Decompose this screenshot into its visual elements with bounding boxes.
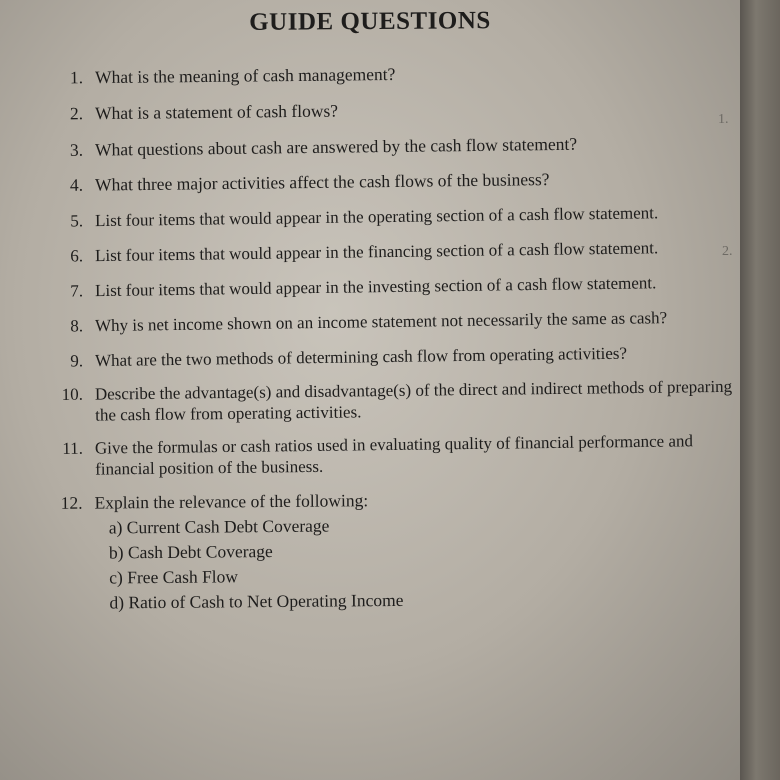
question-text: List four items that would appear in the investing section of a cash flow statement. (94, 273, 657, 301)
question-item (45, 60, 735, 88)
question-item (45, 306, 735, 337)
question-number: 5. (70, 211, 84, 231)
question-number: 1. (69, 67, 84, 88)
question-item (45, 271, 735, 302)
question-list (45, 64, 735, 613)
question-number: 11. (62, 438, 84, 459)
question-number: 2. (69, 103, 84, 124)
question-item (45, 132, 735, 161)
question-number: 9. (70, 351, 84, 371)
page-title: GUIDE QUESTIONS (249, 7, 491, 36)
question-text: Explain the relevance of the following: (94, 490, 369, 513)
question-number: 3. (69, 139, 84, 160)
question-text: Give the formulas or cash ratios used in evaluating quality of financial performance and financial position of the business. (94, 431, 694, 479)
question-text: What questions about cash are answered by the cash flow statement? (94, 133, 578, 160)
subitem: d) Ratio of Cash to Net Operating Income (109, 589, 404, 613)
question-number: 8. (70, 316, 84, 336)
question-number: 6. (70, 246, 84, 266)
subitem: c) Free Cash Flow (109, 566, 239, 588)
question-text: List four items that would appear in the financing section of a cash flow statement. (94, 238, 659, 266)
adjacent-page-edge (740, 0, 780, 780)
question-item (45, 236, 735, 267)
question-text: Describe the advantage(s) and disadvantage(s) of the direct and indirect methods of preparing the cash flow from operating activities. (94, 376, 733, 425)
question-number: 10. (61, 384, 84, 405)
question-block (94, 487, 735, 616)
margin-mark: 2. (722, 244, 733, 259)
question-item (45, 167, 735, 196)
question-item (45, 96, 735, 124)
subitem-list (109, 510, 736, 615)
question-number: 12. (60, 492, 83, 513)
question-item (45, 341, 735, 372)
question-text: What are the two methods of determining cash flow from operating activities? (94, 343, 628, 371)
question-text: List four items that would appear in the operating section of a cash flow statement. (94, 203, 659, 231)
question-item (45, 201, 735, 232)
subitem: a) Current Cash Debt Coverage (108, 515, 330, 538)
question-item (45, 430, 735, 480)
margin-mark: 1. (718, 112, 729, 127)
subitem: b) Cash Debt Coverage (108, 541, 273, 563)
question-item (45, 376, 735, 426)
question-text: What three major activities affect the cash flows of the business? (94, 169, 550, 195)
question-text: What is a statement of cash flows? (94, 100, 339, 124)
question-number: 4. (69, 174, 84, 195)
question-number: 7. (70, 281, 84, 301)
question-text: Why is net income shown on an income statement not necessarily the same as cash? (94, 308, 668, 336)
question-item (44, 487, 735, 616)
question-text: What is the meaning of cash management? (94, 63, 396, 88)
